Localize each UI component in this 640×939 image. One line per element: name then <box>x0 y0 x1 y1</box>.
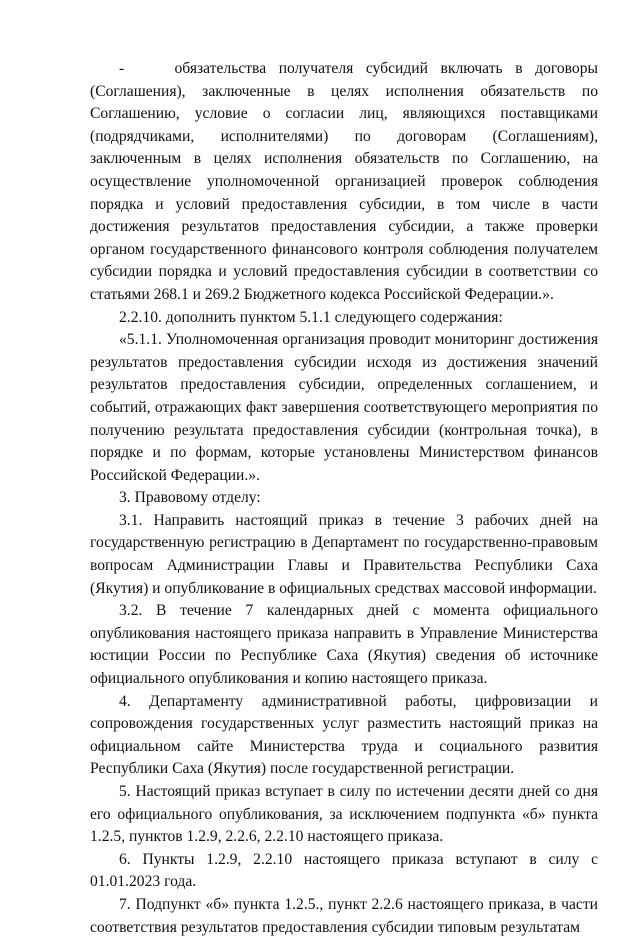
paragraph-3: 3. Правовому отделу: <box>119 489 261 507</box>
paragraph-2-2-10: 2.2.10. дополнить пунктом 5.1.1 следующего содержания: <box>119 308 503 326</box>
paragraph-5-1-1: «5.1.1. Уполномоченная организация проводит мониторинг достижения результатов предоставления субсидии исходя из достижения значений результатов предоставления субсидии, определенных соглашением, и событий, отражающих факт завершения соответствующего мероприятия по получению результата предоставления субсидии (контрольная точка), в порядке и по формам, которые установлены Министерством финансов Российской Федерации.». <box>90 331 598 484</box>
paragraph-6: 6. Пункты 1.2.9, 2.2.10 настоящего приказа вступают в силу с 01.01.2023 года. <box>90 850 598 891</box>
paragraph-4: 4. Департаменту административной работы, цифровизации и сопровождения государственных услуг разместить настоящий приказ на официальном сайте Министерства труда и социального развития Республики Саха (Якутия) после государственной регистрации. <box>90 692 598 778</box>
paragraph-5: 5. Настоящий приказ вступает в силу по истечении десяти дней со дня его официального опубликования, за исключением подпункта «б» пункта 1.2.5, пунктов 1.2.9, 2.2.6, 2.2.10 настоящего приказа. <box>90 783 598 846</box>
document-page <box>90 58 598 939</box>
paragraph-3-1: 3.1. Направить настоящий приказ в течение 3 рабочих дней на государственную регистрацию в Департамент по государственно-правовым вопросам Администрации Главы и Правительства Республики Саха (Якутия) и опубликование в официальных средствах массовой информации. <box>90 511 598 597</box>
paragraph-7: 7. Подпункт «б» пункта 1.2.5., пункт 2.2.6 настоящего приказа, в части соответствия результатов предоставления субсидии типовым результатам <box>90 895 598 936</box>
paragraph-3-2: 3.2. В течение 7 календарных дней с момента официального опубликования настоящего приказа направить в Управление Министерства юстиции России по Республике Саха (Якутия) сведения об источнике официального опубликования и копию настоящего приказа. <box>90 602 598 688</box>
paragraph-obligations: - обязательства получателя субсидий включать в договоры (Соглашения), заключенные в целях исполнения обязательств по Соглашению, условие о согласии лиц, являющихся поставщиками (подрядчиками, исполнителями) по договорам (Соглашениям), заключенным в целях исполнения обязательств по Соглашению, на осуществление уполномоченной организацией проверок соблюдения порядка и условий предоставления субсидии, в том числе в части достижения результатов предоставления субсидии, а также проверки органом государственного финансового контроля соблюдения получателем субсидии порядка и условий предоставления субсидии в соответствии со статьями 268.1 и 269.2 Бюджетного кодекса Российской Федерации.». <box>90 60 598 303</box>
